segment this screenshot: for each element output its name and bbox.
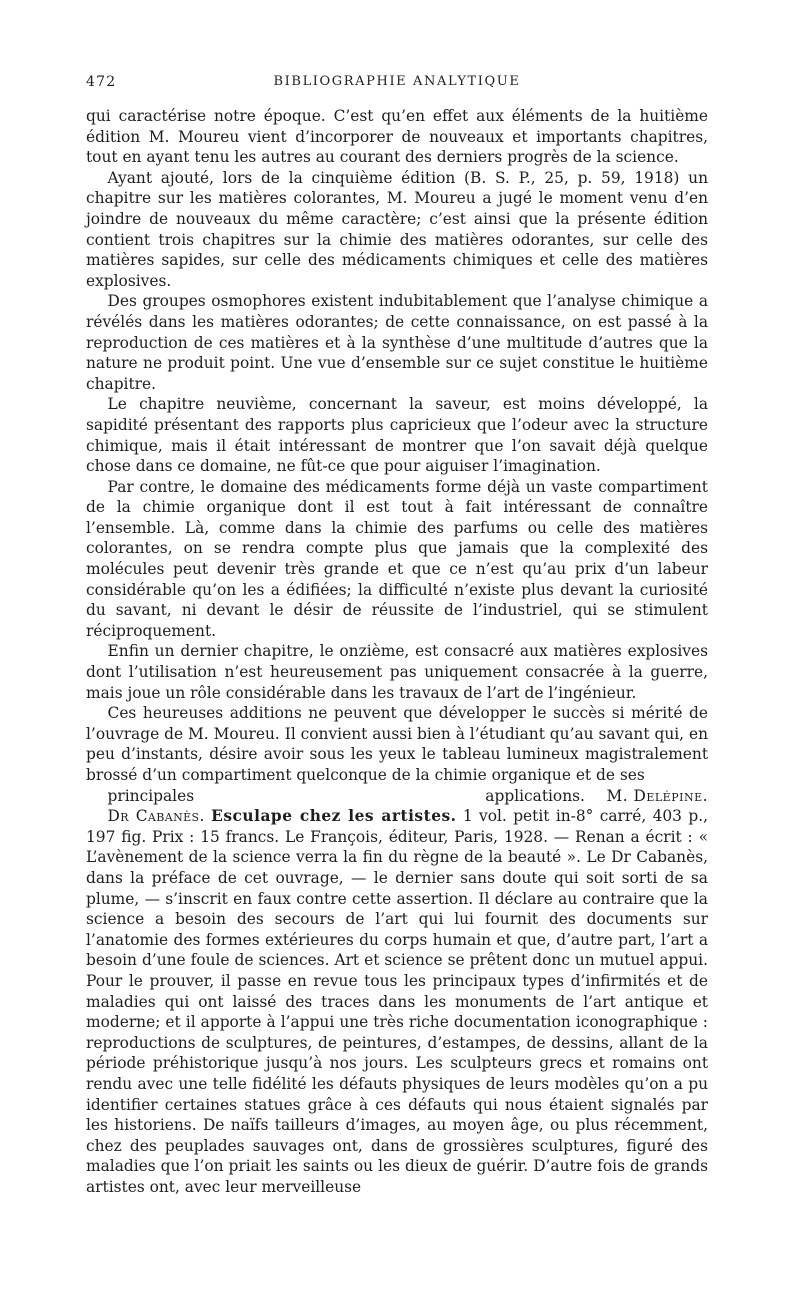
running-title: BIBLIOGRAPHIE ANALYTIQUE	[273, 74, 521, 89]
paragraph-7-last: principales applications.	[107, 786, 585, 805]
body-text	[86, 106, 708, 1197]
running-header	[86, 74, 708, 100]
page-number: 472	[86, 74, 117, 90]
paragraph-3: Des groupes osmophores existent indubitablement que l’analyse chimique a révélés dans les matières odorantes; de cette connaissance, on est passé à la reproduction de ces matières et à la synthèse d’une multitude d’autres que la nature ne produit point. Une vue d’ensemble sur ce sujet constitue le huitième chapitre.	[86, 292, 708, 393]
reviewer-signature: M. Delépine.	[606, 786, 708, 805]
paragraph-4: Le chapitre neuvième, concernant la saveur, est moins développé, la sapidité présentant des rapports plus capricieux que l’odeur avec la structure chimique, mais il était intéressant de montrer que l’on savait déjà quelque chose dans ce domaine, ne fût-ce que pour aiguiser l’imagination.	[86, 395, 708, 476]
paragraph-6: Enfin un dernier chapitre, le onzième, est consacré aux matières explosives dont l’utilisation n’est heureusement pas uniquement consacrée à la guerre, mais joue un rôle considérable dans les travaux de l’art de l’ingénieur.	[86, 642, 708, 702]
review-author: Dr Cabanès.	[107, 807, 205, 826]
closing-line	[86, 786, 708, 807]
review-entry	[86, 806, 708, 1197]
review-book-title: Esculape chez les artistes.	[211, 807, 457, 826]
paragraph-2: Ayant ajouté, lors de la cinquième édition (B. S. P., 25, p. 59, 1918) un chapitre sur les matières colorantes, M. Moureu a jugé le moment venu d’en joindre de nouveaux du même caractère; c’est ainsi que la présente édition contient trois chapitres sur la chimie des matières odorantes, sur celle des matières sapides, sur celle des médicaments chimiques et celle des matières explosives.	[86, 168, 708, 290]
paragraph-7	[86, 703, 708, 806]
review-text: 1 vol. petit in-8° carré, 403 p., 197 fig. Prix : 15 francs. Le François, éditeur, Paris, 1928. — Renan a écrit : « L’avènement de la science verra la fin du règne de la beauté ». Le Dr Cabanès, dans la préface de cet ouvrage, — le dernier sans doute qui soit sorti de sa plume, — s’inscrit en faux contre cette assertion. Il déclare au contraire que la science a besoin des secours de l’art qui lui fournit des documents sur l’anatomie des formes extérieures du corps humain et que, d’autre part, l’art a besoin d’une foule de sciences. Art et science se prêtent donc un mutuel appui. Pour le prouver, il passe en revue tous les principaux types d’infirmités et de maladies qui ont laissé des traces dans les monuments de l’art antique et moderne; et il apporte à l’appui une très riche documentation iconographique : reproductions de sculptures, de peintures, d’estampes, de dessins, allant de la période préhistorique jusqu’à nos jours. Les sculpteurs grecs et romains ont rendu avec une telle fidélité les défauts physiques de leurs modèles qu’on a pu identifier certaines statues grâce à ces défauts qui nous étaient signalés par les historiens. De naïfs tailleurs d’images, au moyen âge, ou plus récemment, chez des peuplades sauvages ont, dans de grossières sculptures, figuré des maladies que l’on priait les saints ou les dieux de guérir. D’autre fois de grands artistes ont, avec leur merveilleuse	[86, 807, 708, 1196]
paragraph-1: qui caractérise notre époque. C’est qu’en effet aux éléments de la huitième édition M. Moureu vient d’incorporer de nouveaux et importants chapitres, tout en ayant tenu les autres au courant des derniers progrès de la science.	[86, 107, 708, 167]
paragraph-5: Par contre, le domaine des médicaments forme déjà un vaste compartiment de la chimie organique dont il est tout à fait intéressant de connaître l’ensemble. Là, comme dans la chimie des parfums ou celle des matières colorantes, on se rendra compte plus que jamais que la complexité des molécules peut devenir très grande et que ce n’est qu’au prix d’un labeur considérable qu’on les a édifiées; la difficulté n’existe plus devant la curiosité du savant, ni devant le désir de réussite de l’industriel, qui se stimulent réciproquement.	[86, 477, 708, 640]
paragraph-7-text: Ces heureuses additions ne peuvent que développer le succès si mérité de l’ouvrage de M. Moureu. Il convient aussi bien à l’étudiant qu’au savant qui, en peu d’instants, désire avoir sous les yeux le tableau lumineux magistralement brossé d’un compartiment quelconque de la chimie organique et de ses	[86, 704, 708, 784]
